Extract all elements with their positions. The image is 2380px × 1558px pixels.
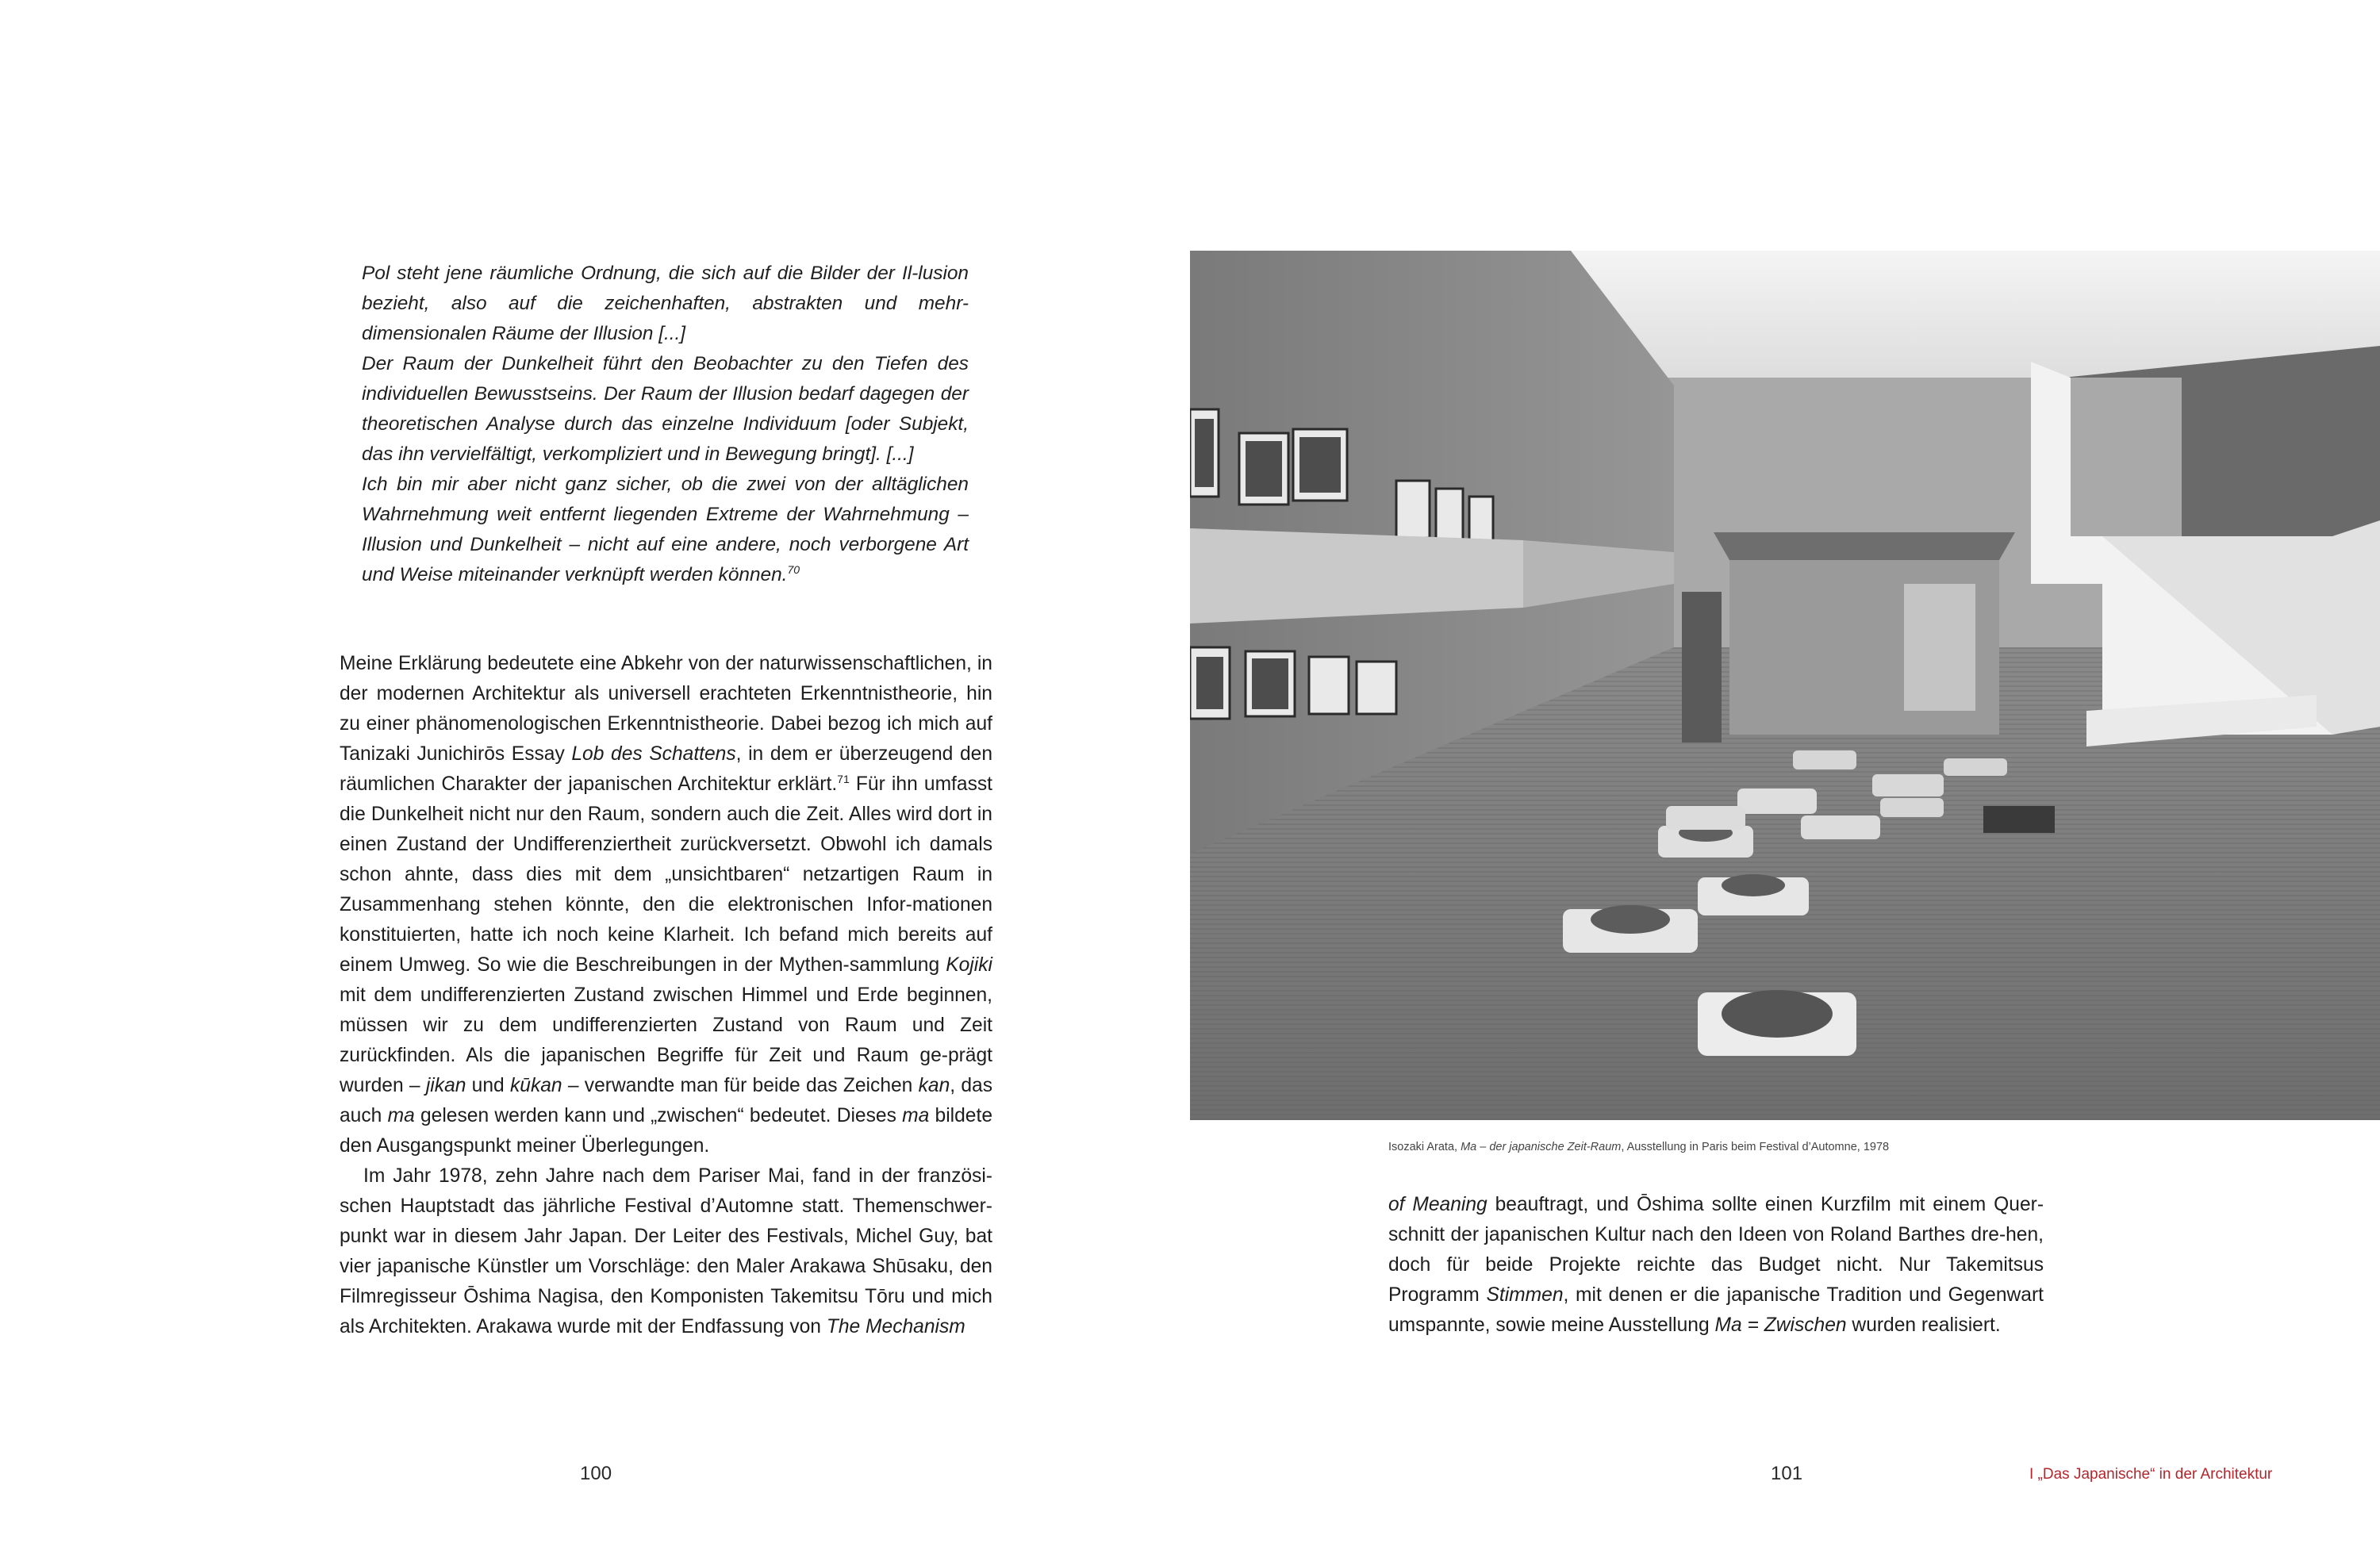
book-title-lob-des-schattens: Lob des Schattens [571,743,736,765]
tea-house-roof [1714,532,2015,560]
text-run: , mit denen er die japanische Tradition und Gegenwart umspannte, sowie meine Ausstellung [1388,1284,2044,1336]
page-number-right: 101 [1771,1463,1803,1484]
footnote-ref-71: 71 [837,772,850,785]
title-the-mechanism: The Mechanism [826,1316,965,1337]
term-ma: ma [387,1105,415,1126]
body-paragraph-1 [340,649,992,1161]
text-run: Meine Erklärung bedeutete eine Abkehr von der naturwissenschaftlichen, in der modernen Architektur als universell erachteten Erkenntnistheorie, hin zu einer phänomenologischen Erkenntnistheorie. Dabei bezog ich mich auf Tanizaki Junichirōs Essay [340,653,992,765]
text-run: wurden realisiert. [1846,1314,2001,1336]
text-run: Für ihn umfasst die Dunkelheit nicht nur den Raum, sondern auch die Zeit. Alles wird dort in einen Zustand der Undifferenziertheit zurückversetzt. Obwohl ich damals schon ahnte, dass dies mit dem „unsichtbaren“ netzartigen Raum in Zusammenhang stehen könnte, den die elektronischen Infor-mationen konstituierten, hatte ich noch keine Klarheit. Ich befand mich bereits auf einem Umweg. So wie die Beschreibungen in der Mythen-sammlung [340,773,992,976]
term-kojiki: Kojiki [946,954,992,976]
exhibition-photo [1190,251,2380,1120]
caption-text: , Ausstellung in Paris beim Festival d’Automne, 1978 [1621,1141,1890,1153]
right-body-text [1388,1190,2044,1341]
caption-text: Isozaki Arata, [1388,1141,1461,1153]
text-run: – verwandte man für beide das Zeichen [562,1075,919,1096]
text-run: gelesen werden kann und „zwischen“ bedeutet. Dieses [414,1105,903,1126]
quote-paragraph-3 [362,470,969,590]
term-jikan: jikan [425,1075,466,1096]
body-paragraph-continued [1388,1190,2044,1341]
term-kukan: kūkan [509,1075,562,1096]
text-run: bildete den Ausgangspunkt meiner Überlegungen. [340,1105,992,1157]
title-ma-zwischen: Ma = Zwischen [1714,1314,1847,1336]
doorway [1682,592,1722,743]
text-run: mit dem undifferenzierten Zustand zwischen Himmel und Erde beginnen, müssen wir zu dem undifferenzierten Zustand von Raum und Zeit zurückfinden. Als die japanischen Begriffe für Zeit und Raum ge-prägt wurden – [340,984,992,1096]
caption-title: Ma – der japanische Zeit-Raum [1461,1141,1622,1153]
block-quote [362,259,969,590]
term-ma: ma [902,1105,930,1126]
quote-text-3: Ich bin mir aber nicht ganz sicher, ob die zwei von der alltäglichen Wahrnehmung weit entfernt liegenden Extreme der Wahrnehmung – Illusion und Dunkelheit – nicht auf eine andere, noch verborgene Art und Weise miteinander verknüpft werden können. [362,474,969,585]
left-body-text [340,649,992,1342]
quote-paragraph-2: Der Raum der Dunkelheit führt den Beobachter zu den Tiefen des individuellen Bewusstseins. Der Raum der Illusion bedarf dagegen der theoretischen Analyse durch das einzelne Individuum [oder Subjekt, das ihn vervielfältigt, verkompliziert und in Bewegung bringt]. [...] [362,353,969,465]
photo-caption [1388,1139,2102,1155]
text-run: , das auch [340,1075,992,1126]
title-stimmen: Stimmen [1486,1284,1564,1306]
text-run: beauftragt, und Ōshima sollte einen Kurzfilm mit einem Quer-schnitt der japanischen Kultur nach den Ideen von Roland Barthes dre-hen, doch für beide Projekte reichte das Budget nicht. Nur Takemitsus Programm [1388,1194,2044,1306]
text-run: Im Jahr 1978, zehn Jahre nach dem Pariser Mai, fand in der französi-schen Hauptstadt das jährliche Festival d’Automne statt. Themenschwer-punkt war in diesem Jahr Japan. Der Leiter des Festivals, Michel Guy, bat vier japanische Künstler um Vorschläge: den Maler Arakawa Shūsaku, den Filmregisseur Ōshima Nagisa, den Komponisten Takemitsu Tōru und mich als Architekten. Arakawa wurde mit der Endfassung von [340,1165,992,1337]
map-panels [1190,528,1523,624]
footnote-ref-70: 70 [787,562,800,576]
quote-paragraph-1: Pol steht jene räumliche Ordnung, die sich auf die Bilder der Il-lusion bezieht, also auf die zeichenhaften, abstrakten und mehr-dimensionalen Räume der Illusion [...] [362,263,969,344]
text-run: und [466,1075,510,1096]
exhibition-photo-drawing [1190,251,2380,1120]
title-of-meaning: of Meaning [1388,1194,1488,1215]
term-kan: kan [918,1075,950,1096]
page-number-left: 100 [580,1463,612,1484]
tea-house-screen [1904,584,1975,711]
running-head: I „Das Japanische“ in der Architektur [2029,1466,2273,1483]
dark-box [1983,806,2055,833]
text-run: , in dem er überzeugend den räumlichen Charakter der japanischen Architektur erklärt. [340,743,992,795]
body-paragraph-2 [340,1161,992,1342]
